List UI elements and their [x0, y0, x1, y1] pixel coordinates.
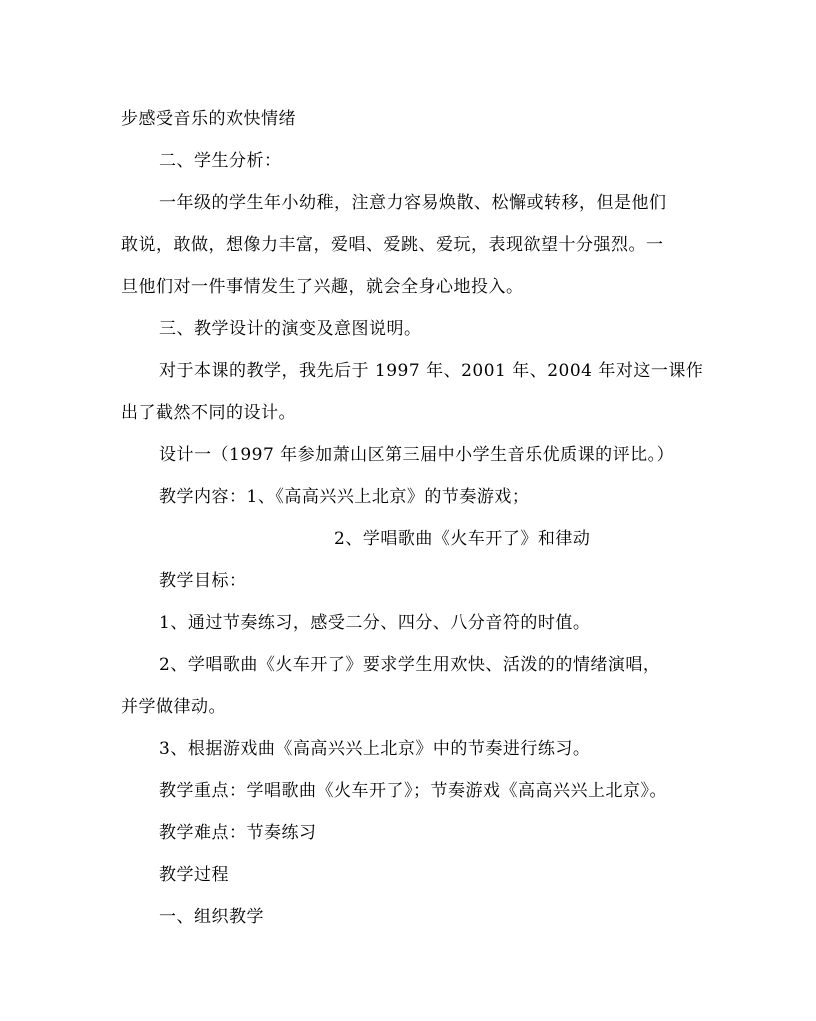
text-line-continuation: 步感受音乐的欢快情绪: [121, 109, 296, 129]
section-heading-student-analysis: 二、学生分析：: [159, 151, 282, 171]
goal-item-continuation: 并学做律动。: [121, 697, 226, 717]
goal-item: 3、根据游戏曲《高高兴兴上北京》中的节奏进行练习。: [159, 739, 591, 759]
design-one-heading: 设计一（1997 年参加萧山区第三届中小学生音乐优质课的评比。）: [159, 445, 675, 465]
paragraph-line: 对于本课的教学，我先后于 1997 年、2001 年、2004 年对这一课作: [159, 361, 704, 381]
teaching-content-item: 2、学唱歌曲《火车开了》和律动: [334, 529, 591, 549]
goal-item: 1、通过节奏练习，感受二分、四分、八分音符的时值。: [159, 613, 591, 633]
teaching-focus-line: 教学重点：学唱歌曲《火车开了》；节奏游戏《高高兴兴上北京》。: [159, 781, 667, 801]
paragraph-line: 出了截然不同的设计。: [121, 403, 296, 423]
teaching-process-heading: 教学过程: [159, 865, 229, 885]
paragraph-line: 敢说，敢做，想像力丰富，爱唱、爱跳、爱玩，表现欲望十分强烈。一: [121, 235, 664, 255]
organize-teaching-heading: 一、组织教学: [159, 907, 264, 927]
teaching-content-line: 教学内容：1、《高高兴兴上北京》的节奏游戏；: [159, 487, 530, 507]
teaching-goals-heading: 教学目标：: [159, 571, 247, 591]
goal-item: 2、学唱歌曲《火车开了》要求学生用欢快、活泼的的情绪演唱，: [159, 655, 661, 675]
section-heading-design: 三、教学设计的演变及意图说明。: [159, 319, 422, 339]
teaching-difficulty-line: 教学难点：节奏练习: [159, 823, 317, 843]
paragraph-line: 旦他们对一件事情发生了兴趣，就会全身心地投入。: [121, 277, 524, 297]
paragraph-line: 一年级的学生年小幼稚，注意力容易焕散、松懈或转移，但是他们: [159, 193, 667, 213]
